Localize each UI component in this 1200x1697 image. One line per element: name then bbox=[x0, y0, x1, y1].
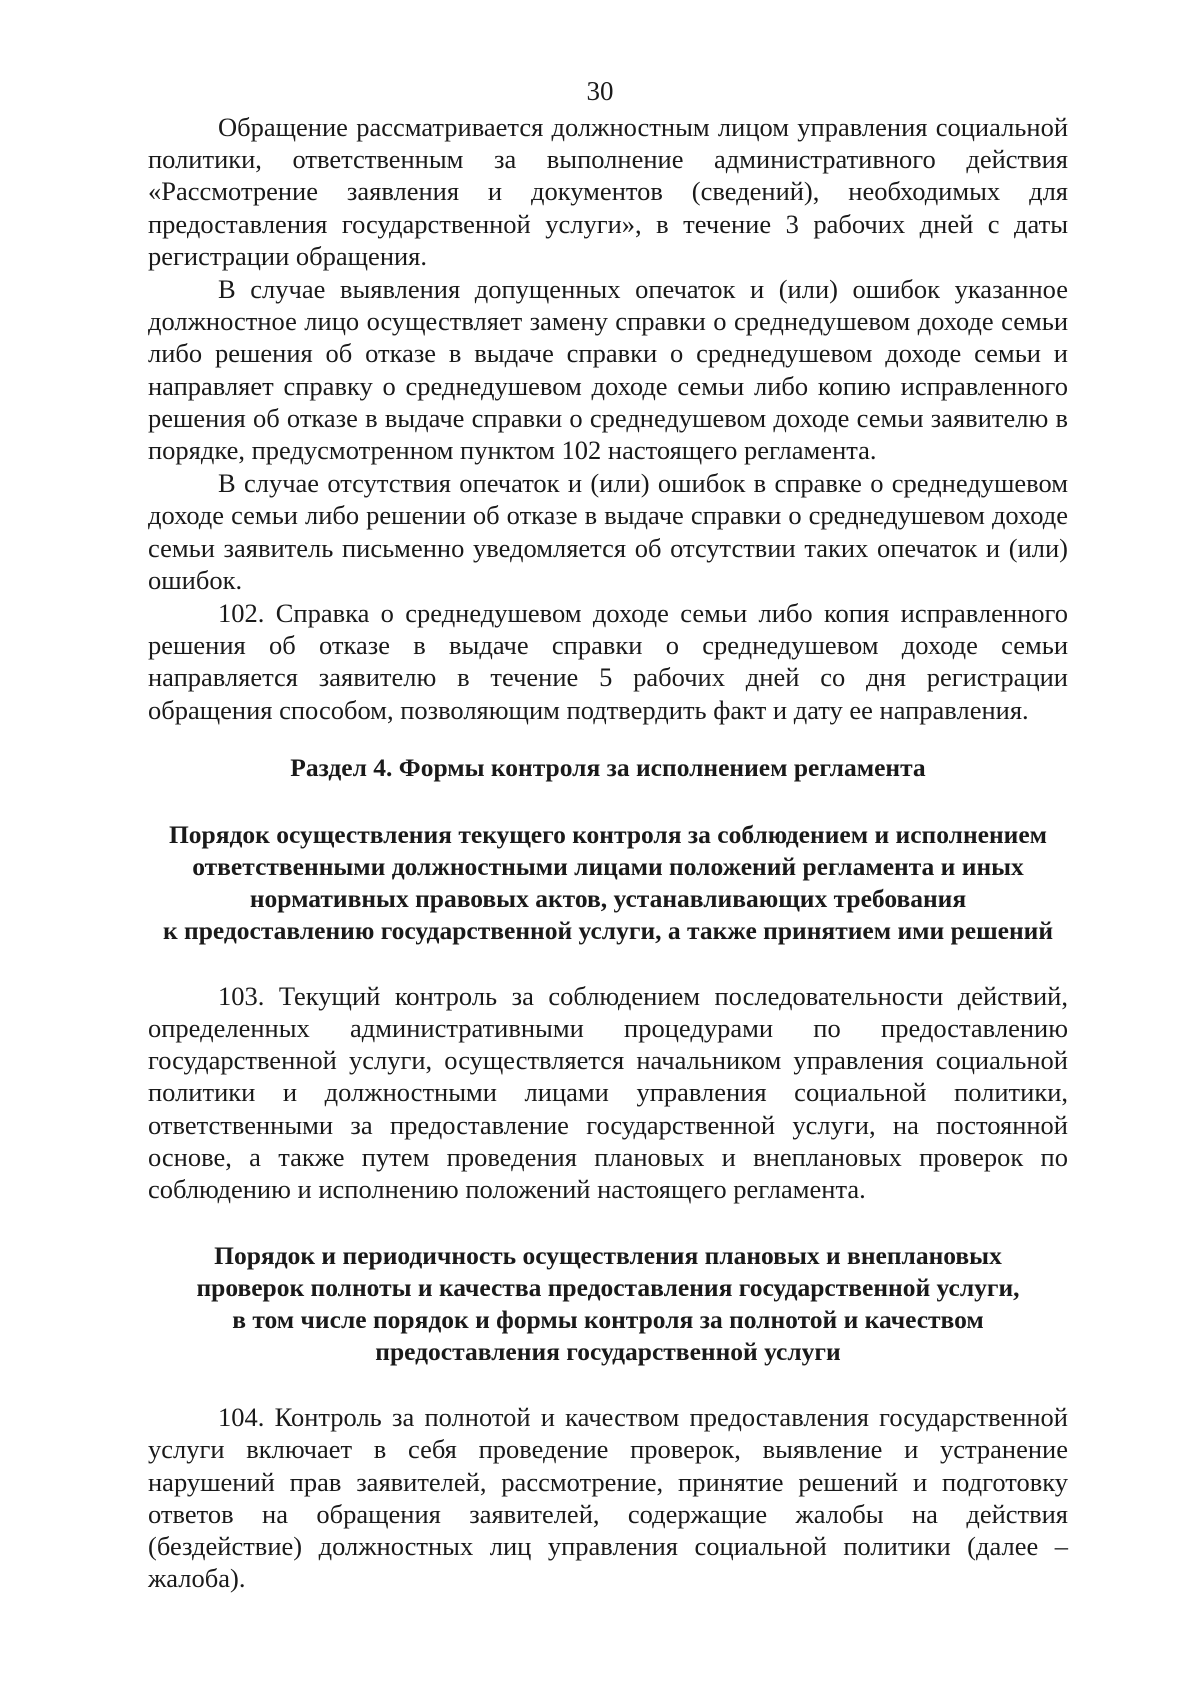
heading-line: Порядок и периодичность осуществления плановых и внеплановых bbox=[214, 1241, 1002, 1271]
section-4-title: Раздел 4. Формы контроля за исполнением регламента bbox=[290, 752, 926, 782]
paragraph-clause-103: 103. Текущий контроль за соблюдением последовательности действий, определенных административными процедурами по предоставлению государственной услуги, осуществляется начальником управления социальной политики и должностными лицами управления социальной политики, ответственными за предоставление государственной услуги, на постоянной основе, а также путем проведения плановых и внеплановых проверок по соблюдению и исполнению положений настоящего регламента. bbox=[148, 980, 1068, 1205]
heading-line: ответственными должностными лицами положений регламента и иных bbox=[192, 851, 1024, 881]
paragraph-errors-found: В случае выявления допущенных опечаток и (или) ошибок указанное должностное лицо осуществляет замену справки о среднедушевом доходе семьи либо решения об отказе в выдаче справки о среднедушевом доходе семьи и направляет справку о среднедушевом доходе семьи либо копию исправленного решения об отказе в выдаче справки о среднедушевом доходе семьи заявителю в порядке, предусмотренном пунктом 102 настоящего регламента. bbox=[148, 274, 1068, 466]
heading-line: Порядок осуществления текущего контроля за соблюдением и исполнением bbox=[168, 819, 1048, 849]
document-body bbox=[148, 111, 1068, 1595]
heading-line: к предоставлению государственной услуги, а также принятием ими решений bbox=[162, 915, 1054, 945]
heading-current-control bbox=[148, 819, 1068, 947]
page-number: 30 bbox=[586, 76, 614, 106]
heading-line: в том числе порядок и формы контроля за полнотой и качеством bbox=[232, 1305, 984, 1335]
heading-line: проверок полноты и качества предоставления государственной услуги, bbox=[196, 1273, 1020, 1303]
paragraph-appeal-review: Обращение рассматривается должностным лицом управления социальной политики, ответственным за выполнение административного действия «Рассмотрение заявления и документов (сведений), необходимых для предоставления государственной услуги», в течение 3 рабочих дней с даты регистрации обращения. bbox=[148, 112, 1068, 271]
heading-inspections bbox=[148, 1240, 1068, 1368]
paragraph-clause-102: 102. Справка о среднедушевом доходе семьи либо копия исправленного решения об отказе в выдаче справки о среднедушевом доходе семьи направляется заявителю в течение 5 рабочих дней со дня регистрации обращения способом, позволяющим подтвердить факт и дату ее направления. bbox=[148, 598, 1068, 725]
paragraph-clause-104: 104. Контроль за полнотой и качеством предоставления государственной услуги включает в себя проведение проверок, выявление и устранение нарушений прав заявителей, рассмотрение, принятие решений и подготовку ответов на обращения заявителей, содержащие жалобы на действия (бездействие) должностных лиц управления социальной политики (далее – жалоба). bbox=[148, 1402, 1068, 1594]
heading-line: предоставления государственной услуги bbox=[375, 1337, 841, 1367]
paragraph-errors-absent: В случае отсутствия опечаток и (или) ошибок в справке о среднедушевом доходе семьи либо решении об отказе в выдаче справки о среднедушевом доходе семьи заявитель письменно уведомляется об отсутствии таких опечаток и (или) ошибок. bbox=[148, 468, 1068, 595]
heading-line: нормативных правовых актов, устанавливающих требования bbox=[249, 883, 967, 913]
